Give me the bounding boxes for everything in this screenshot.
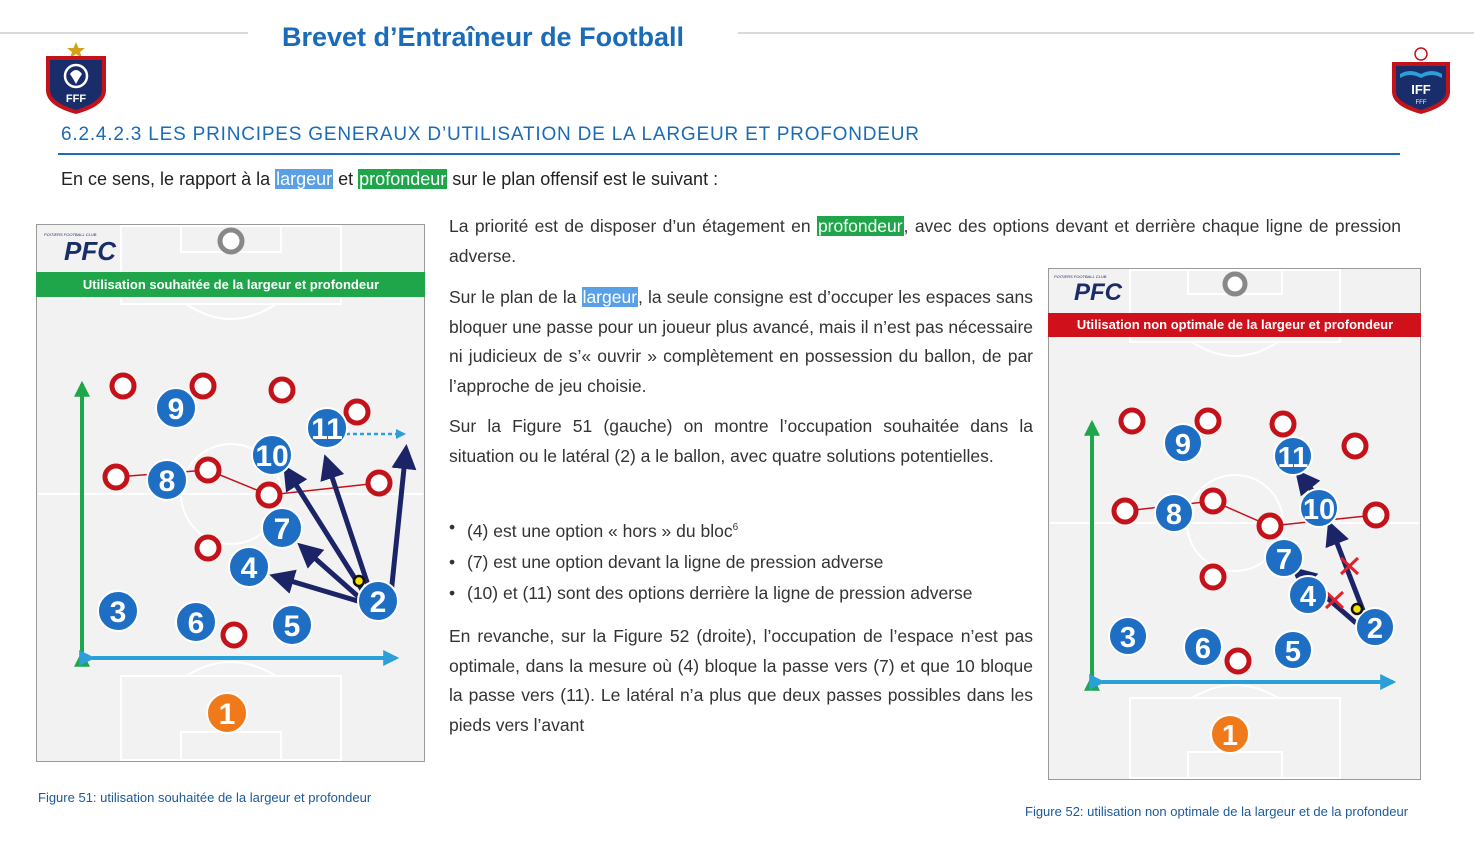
player-8 [1155, 494, 1193, 532]
opponent-marker [1114, 500, 1136, 522]
player-4 [1289, 576, 1327, 614]
player-11 [307, 408, 347, 448]
svg-text:Utilisation non optimale de la: Utilisation non optimale de la largeur et profondeur [1076, 317, 1394, 332]
player-8 [147, 460, 187, 500]
figure-52-caption: Figure 52: utilisation non optimale de la largeur et de la profondeur [1025, 804, 1409, 819]
player-11 [1274, 437, 1312, 475]
opponent-marker [258, 484, 280, 506]
svg-text:Utilisation souhaitée de la la: Utilisation souhaitée de la largeur et profondeur [82, 277, 380, 292]
list-item: • (7) est une option devant la ligne de pression adverse [449, 551, 884, 572]
opponent-marker [1202, 566, 1224, 588]
player-9 [156, 388, 196, 428]
section-heading: 6.2.4.2.3 LES PRINCIPES GENERAUX D’UTILISATION DE LA LARGEUR ET PROFONDEUR [61, 124, 920, 145]
header-divider-left [0, 32, 248, 34]
svg-text:9: 9 [167, 393, 185, 426]
player-10 [252, 435, 292, 475]
svg-text:PFC: PFC [64, 236, 116, 266]
svg-text:POITIERS FOOTBALL CLUB: POITIERS FOOTBALL CLUB [44, 232, 97, 237]
svg-text:8: 8 [158, 465, 176, 498]
highlight-profondeur: profondeur [359, 169, 447, 189]
player-3 [98, 591, 138, 631]
svg-text:9: 9 [1174, 429, 1192, 461]
player-5 [272, 605, 312, 645]
svg-text:PFC: PFC [1074, 279, 1122, 306]
svg-text:7: 7 [273, 513, 291, 546]
svg-text:5: 5 [1284, 636, 1302, 668]
opponent-marker [197, 537, 219, 559]
intro-paragraph: En ce sens, le rapport à la largeur et profondeur sur le plan offensif est le suivant : [61, 169, 719, 189]
paragraph-figure51: Sur la Figure 51 (gauche) on montre l’occupation souhaitée dans la situation ou le latéral (2) a le ballon, avec quatre solutions potentielles. [449, 416, 1033, 466]
svg-text:3: 3 [1119, 622, 1137, 654]
opponent-marker [1202, 490, 1224, 512]
paragraph-figure52: En revanche, sur la Figure 52 (droite), l’occupation de l’espace n’est pas optimale, dans la mesure où (4) bloque la passe vers (7) et que 10 bloque la passe vers (11). Le latéral n’a plus que deux passes possibles dans les pieds vers l’avant [449, 626, 1033, 735]
player-2 [1356, 608, 1394, 646]
paragraph-priority: La priorité est de disposer d’un étagement en profondeur, avec des options devant et derrière chaque ligne de pression adverse. [449, 216, 1401, 266]
highlight-profondeur: profondeur [817, 216, 903, 236]
player-2 [358, 581, 398, 621]
list-item: • (10) et (11) sont des options derrière la ligne de pression adverse [449, 582, 973, 603]
figure-51-diagram [36, 224, 425, 762]
player-6 [1184, 628, 1222, 666]
svg-text:3: 3 [109, 596, 127, 629]
player-9 [1164, 424, 1202, 462]
paragraph-width: Sur le plan de la largeur, la seule consigne est d’occuper les espaces sans bloquer une passe pour un joueur plus avancé, mais il n’est pas nécessaire ni judicieux de s’« ouvrir » complètement en possession du ballon, de par l’approche de jeu choisie. [449, 287, 1033, 396]
svg-text:FFF: FFF [1415, 100, 1427, 106]
svg-text:10: 10 [1302, 494, 1336, 526]
highlight-largeur: largeur [582, 287, 638, 307]
opponent-marker [1227, 650, 1249, 672]
svg-text:7: 7 [1275, 544, 1293, 576]
opponent-marker [1344, 435, 1366, 457]
section-rule [58, 153, 1400, 155]
player-3 [1109, 617, 1147, 655]
goal-ball-icon [220, 230, 242, 252]
opponent-marker [368, 472, 390, 494]
header-divider-right [738, 32, 1474, 34]
document-title: Brevet d’Entraîneur de Football [282, 22, 685, 52]
svg-text:6: 6 [187, 607, 205, 640]
svg-text:2: 2 [369, 586, 387, 619]
figure-52-diagram [1048, 268, 1421, 780]
svg-text:8: 8 [1165, 499, 1183, 531]
fff-logo [40, 40, 112, 116]
options-list [449, 512, 1049, 609]
opponent-marker [1197, 410, 1219, 432]
svg-text:FFF: FFF [65, 93, 87, 105]
player-10 [1300, 489, 1338, 527]
svg-text:11: 11 [311, 413, 343, 446]
player-1 [207, 693, 247, 733]
svg-text:1: 1 [218, 698, 236, 731]
figure-51-caption: Figure 51: utilisation souhaitée de la largeur et profondeur [38, 790, 372, 805]
opponent-marker [271, 379, 293, 401]
iff-logo [1388, 44, 1454, 116]
opponent-marker [1272, 413, 1294, 435]
opponent-marker [346, 401, 368, 423]
opponent-marker [1121, 410, 1143, 432]
ball-icon [1352, 604, 1362, 614]
player-1 [1211, 715, 1249, 753]
opponent-marker [1365, 504, 1387, 526]
player-4 [229, 547, 269, 587]
opponent-marker [112, 375, 134, 397]
opponent-marker [1259, 515, 1281, 537]
highlight-largeur: largeur [276, 169, 333, 189]
opponent-marker [192, 375, 214, 397]
player-5 [1274, 631, 1312, 669]
player-7 [262, 508, 302, 548]
svg-text:10: 10 [255, 440, 289, 473]
svg-text:6: 6 [1194, 633, 1212, 665]
list-item: • (4) est une option « hors » du bloc$^6$ [449, 517, 739, 541]
svg-text:5: 5 [283, 610, 301, 643]
opponent-marker [197, 459, 219, 481]
svg-text:4: 4 [1299, 581, 1317, 613]
svg-text:2: 2 [1366, 613, 1384, 645]
opponent-marker [105, 466, 127, 488]
opponent-marker [223, 624, 245, 646]
ball-icon [354, 576, 364, 586]
goal-ball-icon [1225, 274, 1245, 294]
svg-text:POITIERS FOOTBALL CLUB: POITIERS FOOTBALL CLUB [1054, 274, 1107, 279]
player-6 [176, 602, 216, 642]
svg-text:IFF: IFF [1411, 82, 1431, 97]
svg-text:1: 1 [1221, 720, 1239, 752]
player-7 [1265, 539, 1303, 577]
svg-text:4: 4 [240, 552, 258, 585]
svg-text:11: 11 [1277, 442, 1309, 474]
